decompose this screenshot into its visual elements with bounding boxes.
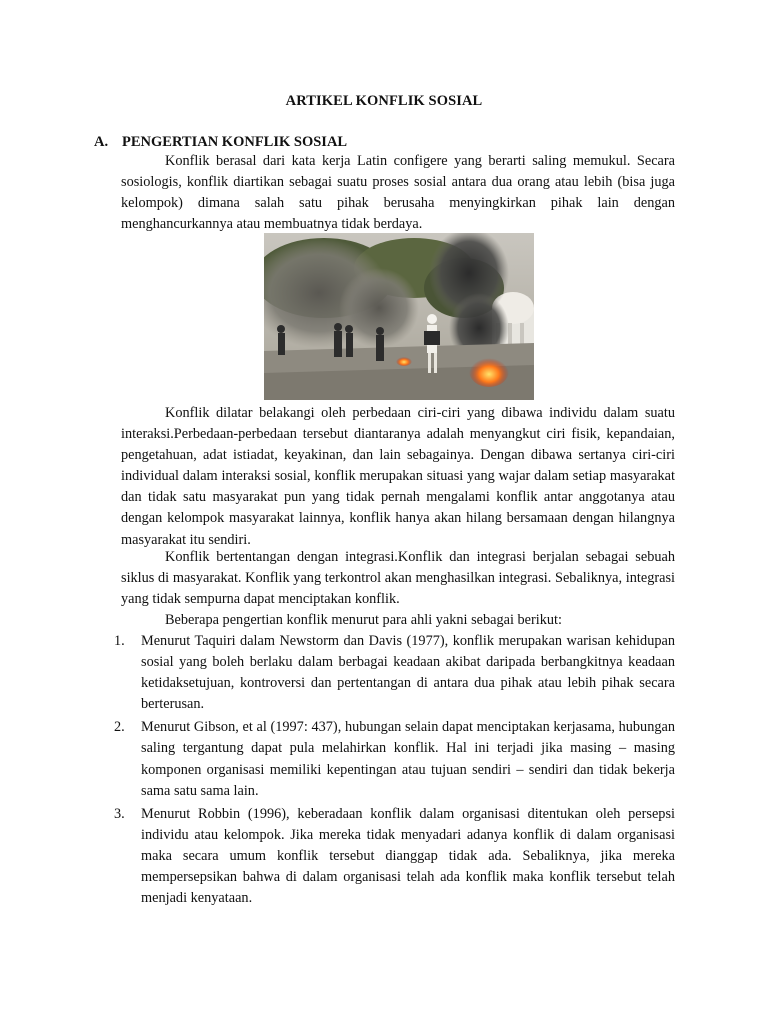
list-item-number: 1. bbox=[114, 633, 125, 649]
conflict-riot-photo bbox=[264, 233, 534, 400]
section-heading bbox=[94, 134, 347, 151]
list-item-text: Menurut Taquiri dalam Newstorm dan Davis (1977), konflik merupakan warisan kehidupan sosial yang boleh berlaku dalam berbagai keadaan akibat daripada berbangkitnya keadaan ketidaksetujuan, kontroversi dan pertentangan di antara dua pihak atau lebih pihak secara berterusan. bbox=[141, 633, 675, 713]
section-heading-text: PENGERTIAN KONFLIK SOSIAL bbox=[122, 134, 348, 150]
section-letter: A. bbox=[94, 134, 109, 150]
paragraph-background: Konflik dilatar belakangi oleh perbedaan ciri-ciri yang dibawa individu dalam suatu interaksi.Perbedaan-perbedaan tersebut diantaranya adalah menyangkut ciri fisik, kepandaian, pengetahuan, adat istiadat, keyakinan, dan lain sebagainya. Dengan dibawa sertanya ciri-ciri individual dalam interaksi sosial, konflik merupakan situasi yang wajar dalam setiap masyarakat dan tidak satu masyarakat pun yang tidak pernah mengalami konflik antar anggotanya atau dengan kelompok masyarakat lainnya, konflik hanya akan hilang bersamaan dengan hilangnya masyarakat itu sendiri. bbox=[121, 405, 675, 548]
document-title: ARTIKEL KONFLIK SOSIAL bbox=[285, 93, 483, 109]
list-item-text: Menurut Gibson, et al (1997: 437), hubungan selain dapat menciptakan kerjasama, hubungan saling tergantung dapat pula melahirkan konflik. Hal ini terjadi jika masing – masing komponen organisasi memiliki kepentingan atau tujuan sendiri – sendiri dan tidak bekerja sama satu sama lain. bbox=[141, 719, 675, 799]
list-item-number: 2. bbox=[114, 719, 125, 736]
experts-list bbox=[94, 631, 675, 909]
list-item bbox=[94, 631, 675, 715]
paragraph-definition: Konflik berasal dari kata kerja Latin configere yang berarti saling memukul. Secara sosiologis, konflik diartikan sebagai suatu proses sosial antara dua orang atau lebih (bisa juga kelompok) dimana salah satu pihak berusaha menyingkirkan pihak lain dengan menghancurkannya atau membuatnya tidak berdaya. bbox=[121, 153, 675, 233]
list-item bbox=[94, 717, 675, 801]
list-item-number: 3. bbox=[114, 805, 125, 822]
list-item-text: Menurut Robbin (1996), keberadaan konflik dalam organisasi ditentukan oleh persepsi individu atau kelompok. Jika mereka tidak menyadari adanya konflik di dalam organisasi maka secara umum konflik tersebut dianggap tidak ada. Sebaliknya, jika mereka mempersepsikan bahwa di dalam organisasi telah ada konflik maka konflik tersebut telah menjadi kenyataan. bbox=[141, 805, 675, 907]
paragraph-integration: Konflik bertentangan dengan integrasi.Konflik dan integrasi berjalan sebagai sebuah siklus di masyarakat. Konflik yang terkontrol akan menghasilkan integrasi. Sebaliknya, integrasi yang tidak sempurna dapat menciptakan konflik. bbox=[121, 549, 675, 608]
paragraph-experts-intro: Beberapa pengertian konflik menurut para ahli yakni sebagai berikut: bbox=[165, 612, 562, 628]
list-item bbox=[94, 804, 675, 909]
